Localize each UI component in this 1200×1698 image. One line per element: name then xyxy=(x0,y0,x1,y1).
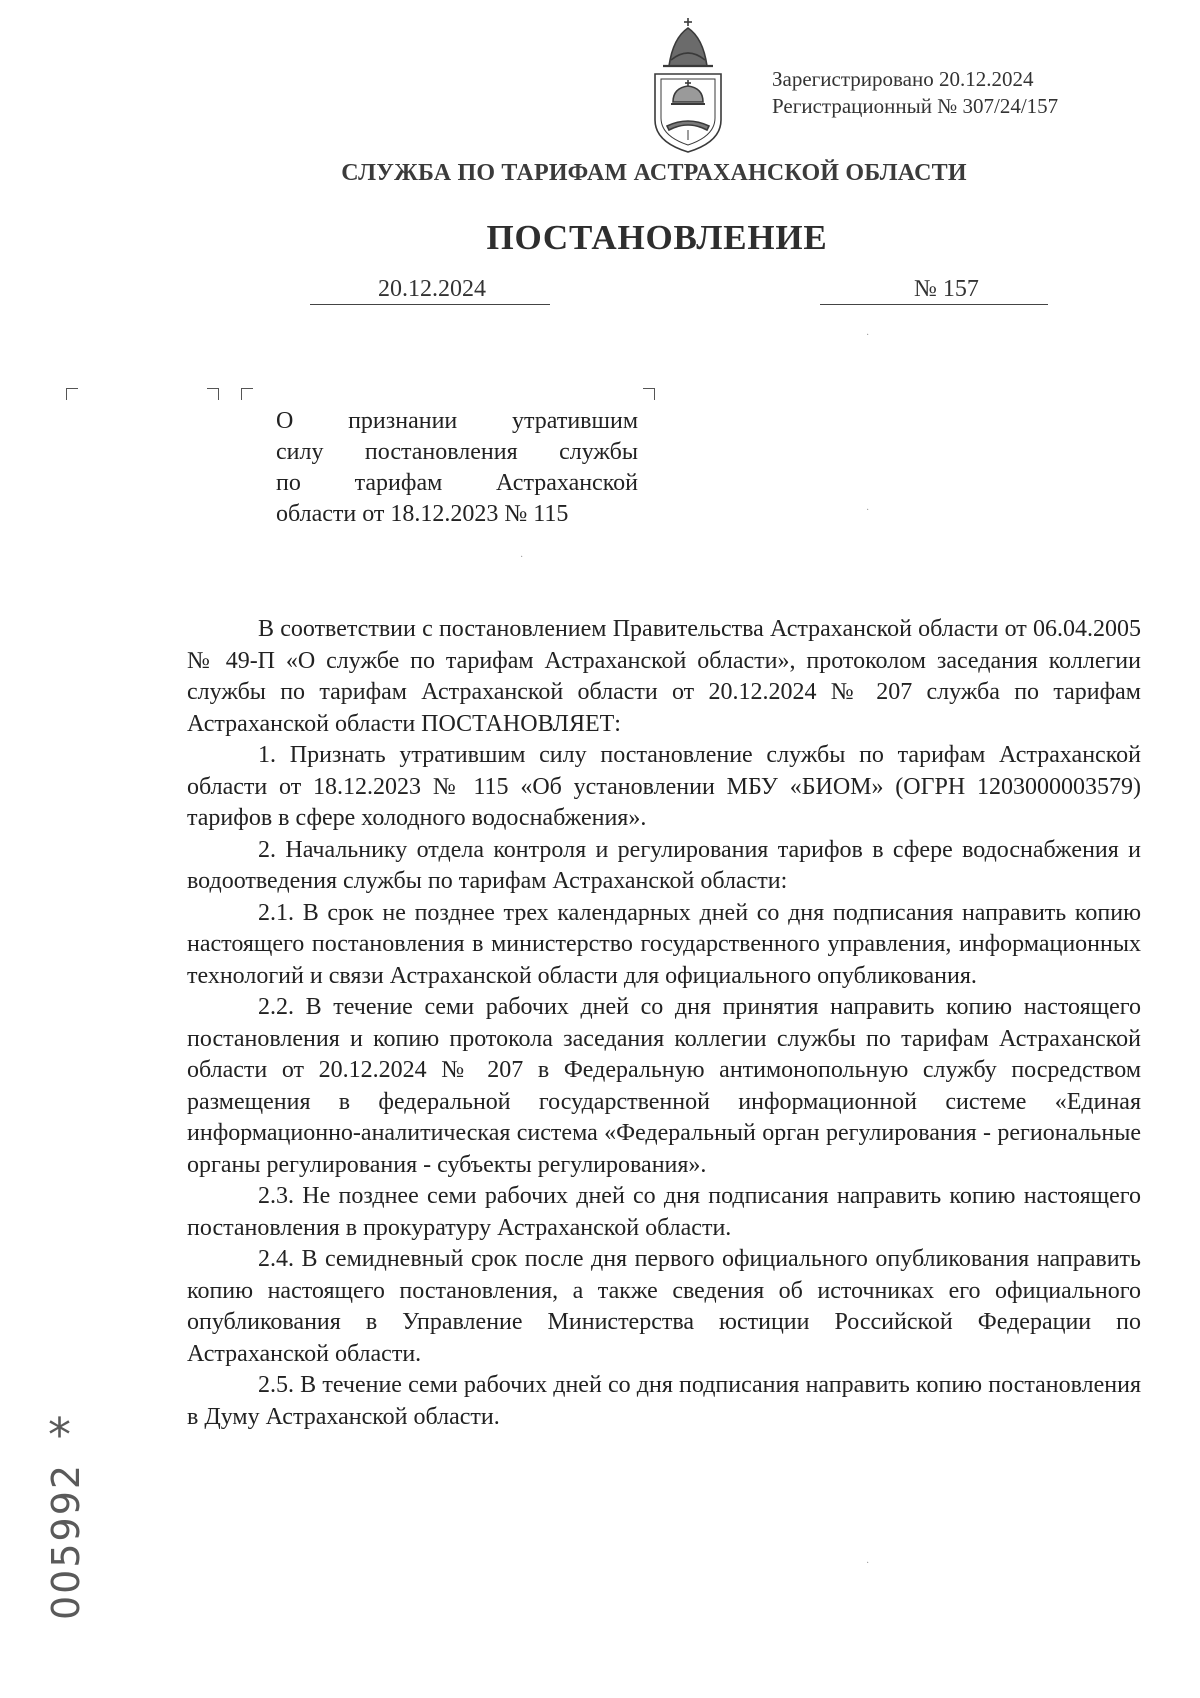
stamp-number: 005992 xyxy=(44,1462,88,1620)
registration-stamp xyxy=(772,66,1058,120)
number-underline xyxy=(820,304,1048,305)
registration-date: Зарегистрировано 20.12.2024 xyxy=(772,67,1034,91)
clause-2-3: 2.3. Не позднее семи рабочих дней со дня подписания направить копию настоящего постановления в прокуратуру Астраханской области. xyxy=(187,1183,1141,1241)
document-type: ПОСТАНОВЛЕНИЕ xyxy=(486,218,828,257)
document-date: 20.12.2024 xyxy=(378,276,486,302)
subject-corner-left-inner xyxy=(241,388,253,400)
margin-corner-mark xyxy=(66,388,78,400)
document-number: № 157 xyxy=(914,276,979,302)
preamble-paragraph: В соответствии с постановлением Правительства Астраханской области от 06.04.2005 № 49-П «О службе по тарифам Астраханской области», протоколом заседания коллегии службы по тарифам Астраханской области от 20.12.2024 № 207 служба по тарифам Астраханской области ПОСТАНОВЛЯЕТ: xyxy=(187,616,1141,737)
clause-1: 1. Признать утратившим силу постановление службы по тарифам Астраханской области от 18.12.2023 № 115 «Об установлении МБУ «БИОМ» (ОГРН 1203000003579) тарифов в сфере холодного водоснабжения». xyxy=(187,742,1141,831)
stamp-asterisk: * xyxy=(48,1408,71,1462)
scan-artifact: · xyxy=(866,1558,870,1569)
scan-artifact: · xyxy=(520,552,524,563)
scan-artifact: · xyxy=(866,330,870,341)
registration-number: Регистрационный № 307/24/157 xyxy=(772,94,1059,118)
clause-2-5: 2.5. В течение семи рабочих дней со дня подписания направить копию постановления в Думу Астраханской области. xyxy=(187,1372,1141,1430)
subject-corner-left-outer xyxy=(207,388,219,400)
subject-corner-right xyxy=(643,388,655,400)
clause-2-4: 2.4. В семидневный срок после дня первого официального опубликования направить копию настоящего постановления, а также сведения об источниках его официального опубликования в Управление Министерства юстиции Российской Федерации по Астраханской области. xyxy=(187,1246,1141,1367)
subject-line: по тарифам Астраханской xyxy=(276,470,638,496)
date-underline xyxy=(310,304,550,305)
subject-line: области от 18.12.2023 № 115 xyxy=(276,501,569,527)
clause-2-1: 2.1. В срок не позднее трех календарных дней со дня подписания направить копию настоящего постановления в министерство государственного управления, информационных технологий и связи Астраханской области для официального опубликования. xyxy=(187,899,1141,989)
astrakhan-coat-of-arms-icon xyxy=(649,16,727,154)
document-subject xyxy=(276,406,638,530)
scan-artifact: · xyxy=(866,505,870,516)
document-body xyxy=(187,614,1141,1433)
agency-name: СЛУЖБА ПО ТАРИФАМ АСТРАХАНСКОЙ ОБЛАСТИ xyxy=(341,160,967,186)
subject-line: О признании утратившим xyxy=(276,408,638,434)
clause-2: 2. Начальнику отдела контроля и регулирования тарифов в сфере водоснабжения и водоотведения службы по тарифам Астраханской области: xyxy=(187,836,1141,894)
clause-2-2: 2.2. В течение семи рабочих дней со дня принятия направить копию настоящего постановления и копию протокола заседания коллегии службы по тарифам Астраханской области от 20.12.2024 № 207 в Федеральную антимонопольную службу посредством размещения в федеральной государственной информационной системе «Единая информационно-аналитическая система «Федеральный орган регулирования - региональные органы регулирования - субъекты регулирования». xyxy=(187,994,1141,1178)
subject-line: силу постановления службы xyxy=(276,439,638,465)
